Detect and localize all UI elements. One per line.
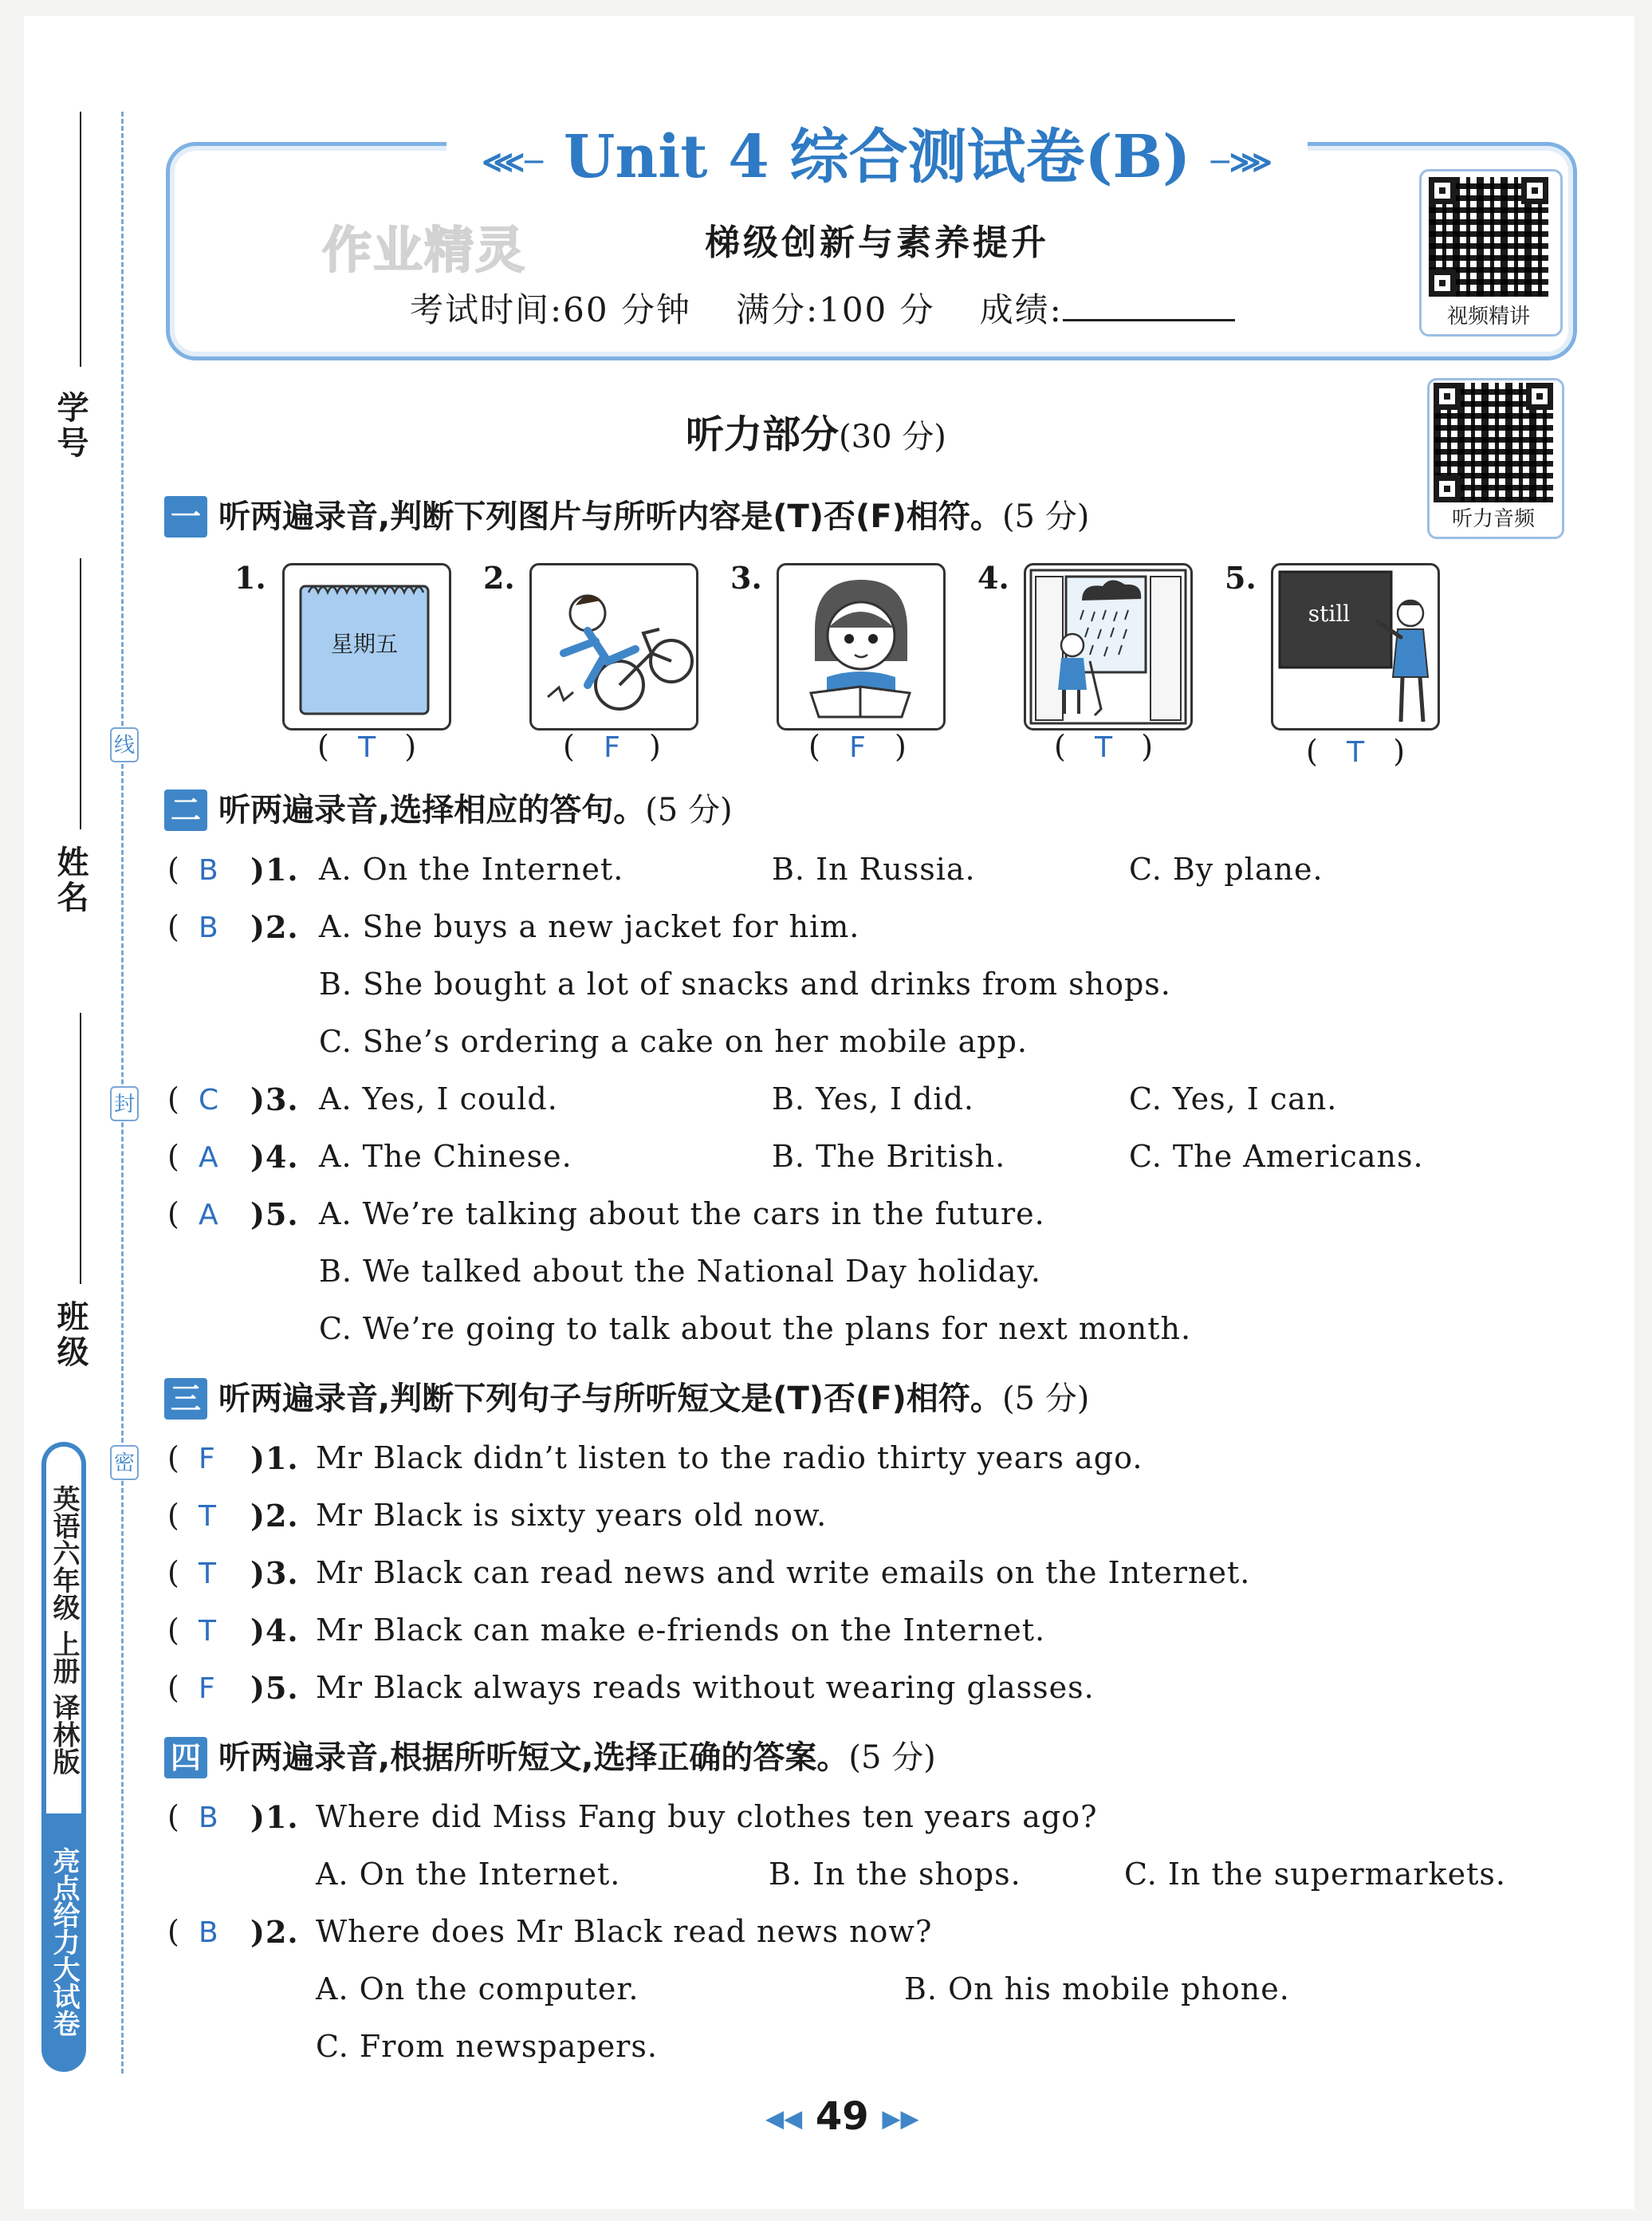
qr-eye-icon [1521,177,1548,204]
title-ornament-left-icon: ⋘─ [482,144,544,179]
section-4-heading [164,1732,936,1778]
watermark-text: 作业精灵 [322,221,527,279]
section-points: (5 分) [645,792,733,829]
option-c: C. Yes, I can. [1129,1081,1338,1116]
book-series-label: 英语六年级 上册 译林版 [46,1447,81,1813]
question-number: )1. [250,1440,299,1476]
answer-bracket: ( B [167,1799,218,1834]
student-no-label: 学号 [52,391,88,461]
answer-mark: C [198,1084,219,1116]
book-brand-label: 亮点给力大试卷 [48,1847,80,2037]
question-number: )1. [250,1799,299,1835]
picture-number: 1. [234,560,266,596]
option-a: A. We’re talking about the cars in the future. [319,1196,1045,1231]
answer-mark: F [604,731,620,764]
qr-eye-icon [1429,177,1456,204]
statement-text: Mr Black didn’t listen to the radio thirty years ago. [316,1440,1143,1475]
option-b: B. The British. [772,1139,1006,1174]
answer-bracket: ( F [167,1670,215,1705]
statement-text: Mr Black always reads without wearing glasses. [316,1670,1095,1705]
section-instructions: 听两遍录音,选择相应的答句。 [218,792,646,829]
exam-info [410,284,1235,332]
picture-answer: ( F ) [808,729,907,764]
qr-eye-icon [1429,270,1456,297]
answer-bracket: ( B [167,909,218,944]
statement-text: Mr Black is sixty years old now. [316,1498,828,1533]
option-a: A. The Chinese. [319,1139,572,1174]
question-number: )2. [250,1498,299,1534]
answer-bracket: ( A [167,1196,218,1231]
section-1-heading [164,491,1089,538]
option-b: B. We talked about the National Day holiday. [319,1254,1041,1289]
blackboard-word: still [1308,601,1351,627]
answer-mark: F [198,1672,215,1705]
option-b: B. In the shops. [769,1857,1021,1892]
answer-mark: A [198,1141,218,1174]
title-ornament-right-icon: ─⋙ [1210,144,1272,179]
rainy-window-icon [1024,563,1193,730]
answer-bracket: ( C [167,1081,219,1116]
question-number: )5. [250,1670,299,1706]
option-a: A. On the Internet. [316,1857,621,1892]
name-label: 姓名 [52,845,88,916]
answer-bracket: ( B [167,852,218,887]
answer-bracket: ( A [167,1139,218,1174]
grade-blank[interactable] [1063,292,1235,321]
option-a: A. She buys a new jacket for him. [319,909,860,944]
question-number: )4. [250,1139,299,1175]
student-no-line [80,112,81,367]
section-3-heading [164,1373,1089,1420]
answer-mark: F [849,731,866,764]
section-2-heading [164,785,733,831]
full-score: 满分:100 分 [735,290,935,329]
section-points: (5 分) [1001,1380,1090,1417]
cut-mark-feng: 封 [110,1086,139,1121]
answer-mark: B [198,912,218,944]
part-title-text: 听力部分 [686,412,840,457]
section-instructions: 听两遍录音,判断下列图片与所听内容是(T)否(F)相符。 [218,498,1002,535]
option-c: C. From newspapers. [316,2029,658,2064]
girl-reading-icon [777,563,946,730]
bike-fall-icon [529,563,698,730]
picture-number: 4. [977,560,1009,596]
option-c: C. We’re going to talk about the plans for next month. [319,1311,1192,1346]
name-line [80,558,81,829]
section-points: (5 分) [1001,498,1090,535]
grade-label: 成绩: [979,290,1063,329]
qr-video-caption: 视频精讲 [1446,305,1530,329]
question-number: )4. [250,1613,299,1648]
answer-bracket: ( T [167,1613,216,1648]
arrow-left-icon: ◀◀ [765,2105,803,2133]
arrow-right-icon: ▶▶ [882,2105,919,2133]
answer-mark: B [198,854,218,887]
option-a: A. On the Internet. [319,852,624,887]
question-number: )2. [250,1914,299,1950]
section-number-badge: 四 [164,1737,207,1778]
question-number: )2. [250,909,299,945]
question-number: )3. [250,1081,299,1117]
section-points: (5 分) [848,1739,936,1776]
picture-number: 2. [483,560,515,596]
question-number: )5. [250,1196,299,1232]
class-line [80,1013,81,1284]
option-c: C. The Americans. [1129,1139,1424,1174]
answer-bracket: ( B [167,1914,218,1949]
section-number-badge: 一 [164,496,207,538]
qr-eye-icon [1526,383,1553,410]
part-points: (30 分) [839,419,946,455]
answer-mark: B [198,1916,218,1949]
picture-number: 5. [1225,560,1257,596]
answer-mark: T [198,1557,216,1590]
page-title [446,110,1308,195]
answer-mark: T [358,731,376,764]
section-number-badge: 二 [164,790,207,831]
teacher-blackboard-icon [1271,563,1440,730]
section-number-badge: 三 [164,1378,207,1420]
subtitle: 梯级创新与素养提升 [705,222,1049,263]
answer-mark: T [1095,731,1113,764]
statement-text: Mr Black can make e-friends on the Internet. [316,1613,1046,1648]
option-a: A. Yes, I could. [319,1081,558,1116]
page-number: 49 [815,2094,869,2139]
option-a: A. On the computer. [316,1971,639,2006]
qr-audio-caption: 听力音频 [1451,507,1535,531]
qr-eye-icon [1434,383,1461,410]
option-b: B. In Russia. [772,852,976,887]
qr-eye-icon [1434,475,1461,502]
question-number: )1. [250,852,299,888]
answer-mark: A [198,1199,218,1231]
question-stem: Where does Mr Black read news now? [316,1914,933,1949]
answer-mark: T [198,1615,216,1648]
option-c: C. By plane. [1129,852,1324,887]
answer-bracket: ( T [167,1498,216,1533]
question-stem: Where did Miss Fang buy clothes ten years ago? [316,1799,1098,1834]
picture-answer: ( F ) [563,729,661,764]
picture-answer: ( T ) [1054,729,1154,764]
calendar-caption: 星期五 [330,631,399,657]
answer-mark: B [198,1802,218,1834]
picture-answer: ( T ) [1306,734,1406,769]
option-b: B. Yes, I did. [772,1081,974,1116]
picture-answer: ( T ) [317,729,417,764]
option-c: C. She’s ordering a cake on her mobile app. [319,1024,1028,1059]
cut-mark-xian: 线 [110,727,139,762]
option-b: B. She bought a lot of snacks and drinks from shops. [319,967,1171,1002]
option-c: C. In the supermarkets. [1124,1857,1506,1892]
picture-number: 3. [730,560,762,596]
title-text: Unit 4 综合测试卷(B) [563,123,1191,191]
statement-text: Mr Black can read news and write emails on the Internet. [316,1555,1251,1590]
part-title [686,404,946,459]
calendar-icon [282,563,451,730]
class-label: 班级 [52,1300,88,1370]
exam-time: 考试时间:60 分钟 [410,290,691,329]
answer-bracket: ( F [167,1440,215,1475]
section-instructions: 听两遍录音,根据所听短文,选择正确的答案。 [218,1739,849,1776]
answer-mark: T [1347,736,1365,769]
section-instructions: 听两遍录音,判断下列句子与所听短文是(T)否(F)相符。 [218,1380,1002,1417]
option-b: B. On his mobile phone. [904,1971,1290,2006]
answer-mark: T [198,1500,216,1533]
question-number: )3. [250,1555,299,1591]
answer-mark: F [198,1443,215,1475]
page-footer [765,2094,919,2139]
cut-mark-mi: 密 [110,1445,139,1480]
answer-bracket: ( T [167,1555,216,1590]
